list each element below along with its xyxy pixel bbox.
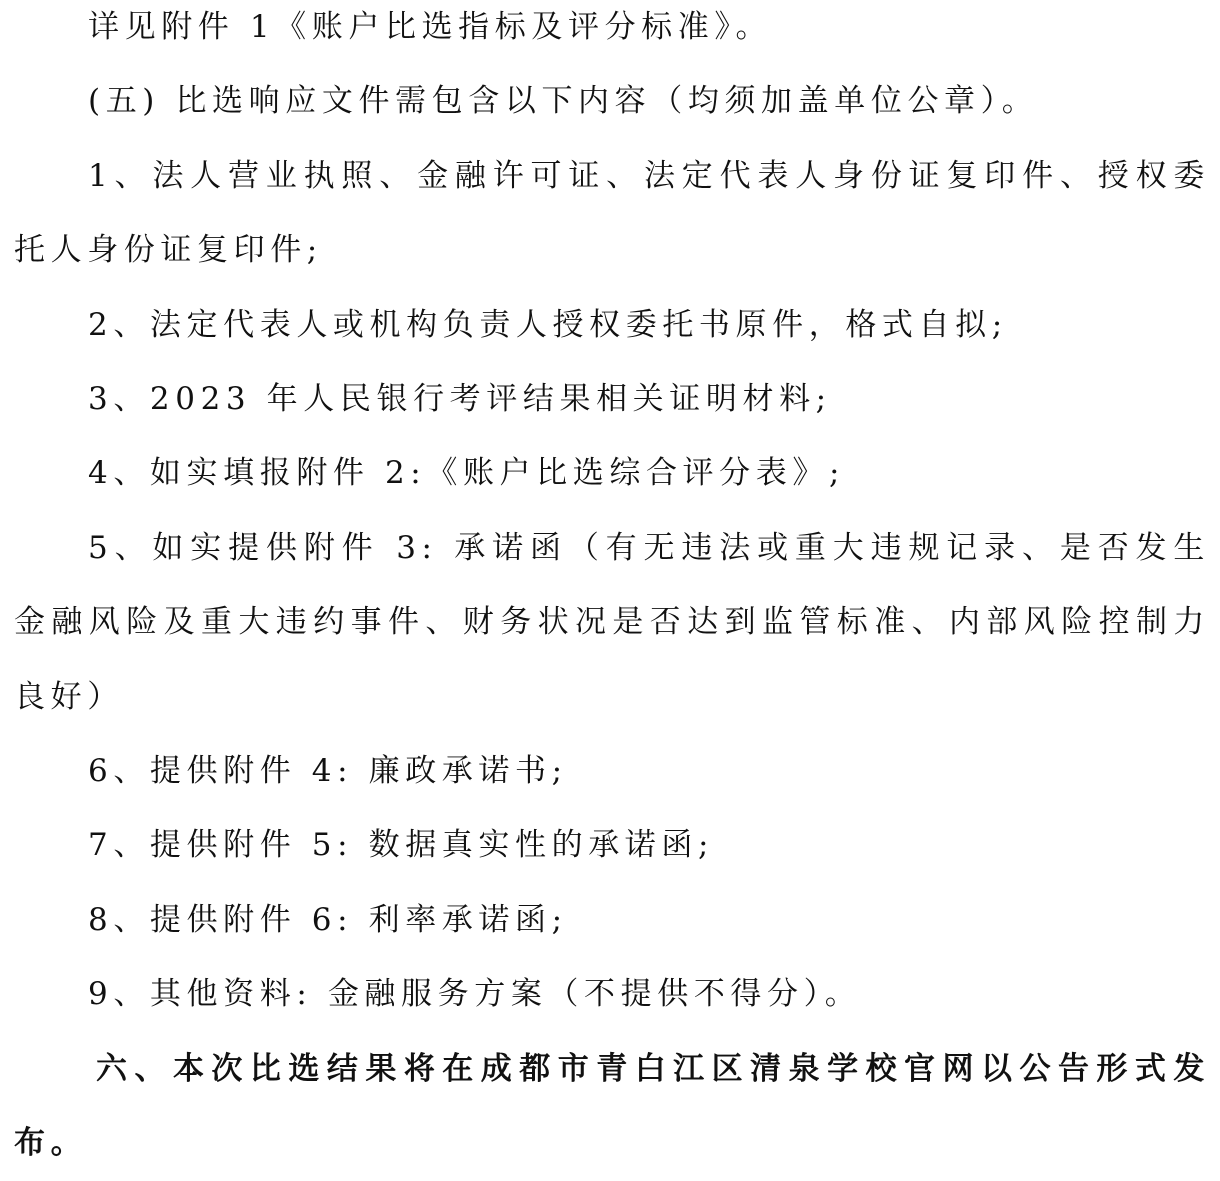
list-item-5: 5、如实提供附件 3: 承诺函（有无违法或重大违规记录、是否发生金融风险及重大违约事件、财务状况是否达到监管标准、内部风险控制力良好）: [14, 529, 1210, 715]
section-heading-six: 六、本次比选结果将在成都市青白江区清泉学校官网以公告形式发布。: [14, 1050, 1210, 1162]
list-item-2: 2、法定代表人或机构负责人授权委托书原件，格式自拟;: [88, 306, 1008, 343]
list-item-6: 6、提供附件 4: 廉政承诺书;: [88, 753, 568, 790]
list-item-9: 9、其他资料: 金融服务方案（不提供不得分）。: [88, 976, 862, 1013]
paragraph-response-docs: (五) 比选响应文件需包含以下内容（均须加盖单位公章）。: [88, 83, 1039, 120]
paragraph-attachment-1: 详见附件 1《账户比选指标及评分标准》。: [88, 9, 773, 45]
list-item-7: 7、提供附件 5: 数据真实性的承诺函;: [88, 827, 715, 864]
list-item-1: 1、法人营业执照、金融许可证、法定代表人身份证复印件、授权委托人身份证复印件;: [14, 157, 1210, 269]
document-page: [14, 0, 1210, 1181]
list-item-3: 3、2023 年人民银行考评结果相关证明材料;: [88, 381, 832, 418]
list-item-4: 4、如实填报附件 2:《账户比选综合评分表》;: [88, 455, 845, 492]
list-item-8: 8、提供附件 6: 利率承诺函;: [88, 901, 568, 938]
